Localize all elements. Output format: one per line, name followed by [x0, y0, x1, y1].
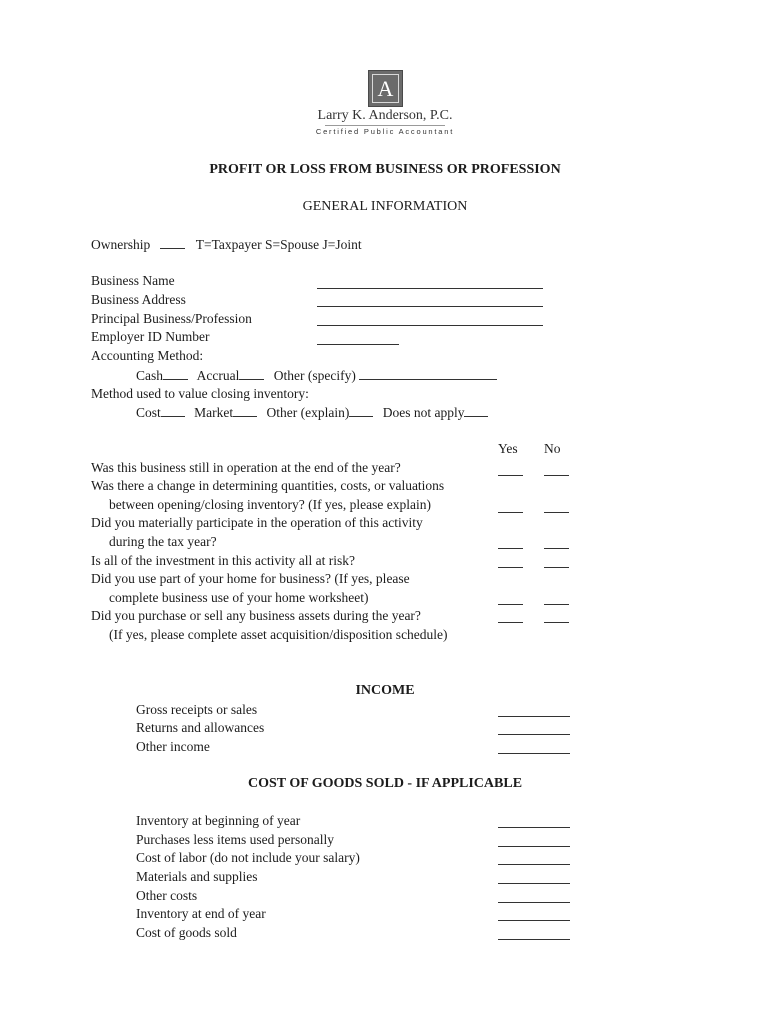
accounting-method-label: Accounting Method: [91, 348, 204, 363]
gross-receipts-field[interactable] [498, 716, 570, 717]
firm-subtitle: Certified Public Accountant [315, 127, 455, 136]
firm-name: Larry K. Anderson, P.C. [317, 108, 453, 123]
question-business-assets-note: (If yes, please complete asset acquisition/disposition schedule) [109, 627, 448, 642]
income-heading: INCOME [355, 683, 415, 698]
inventory-method-label: Method used to value closing inventory: [91, 386, 309, 401]
cost-of-goods-sold-field[interactable] [498, 939, 570, 940]
cost-blank[interactable] [161, 403, 185, 417]
income-item-other: Other income [136, 739, 210, 754]
question-home-use: Did you use part of your home for business? (If yes, please [91, 571, 410, 586]
accrual-blank[interactable] [239, 366, 264, 380]
cogs-item-ending-inventory: Inventory at end of year [136, 906, 266, 921]
other-explain-label: Other (explain) [266, 405, 350, 420]
firm-logo [368, 70, 403, 107]
cogs-heading: COST OF GOODS SOLD - IF APPLICABLE [247, 776, 523, 791]
cogs-item-cost-of-goods-sold: Cost of goods sold [136, 925, 237, 940]
other-costs-field[interactable] [498, 902, 570, 903]
accrual-label: Accrual [196, 368, 240, 383]
employer-id-label: Employer ID Number [91, 329, 210, 344]
does-not-apply-blank[interactable] [464, 403, 488, 417]
question-inventory-change-cont: between opening/closing inventory? (If yes, please explain) [109, 497, 432, 512]
cogs-item-beginning-inventory: Inventory at beginning of year [136, 813, 301, 828]
general-info-heading: GENERAL INFORMATION [302, 199, 468, 214]
q1-yes-blank[interactable] [498, 475, 523, 476]
principal-business-label: Principal Business/Profession [91, 311, 252, 326]
returns-field[interactable] [498, 734, 570, 735]
question-inventory-change: Was there a change in determining quantities, costs, or valuations [91, 478, 445, 493]
ownership-label: Ownership [91, 237, 151, 252]
inventory-method-options [136, 403, 488, 422]
q4-no-blank[interactable] [544, 567, 569, 568]
question-at-risk: Is all of the investment in this activity all at risk? [91, 553, 355, 568]
ownership-blank[interactable] [160, 235, 185, 249]
business-name-label: Business Name [91, 273, 175, 288]
q5-no-blank[interactable] [544, 604, 569, 605]
cost-label: Cost [136, 405, 161, 420]
purchases-field[interactable] [498, 846, 570, 847]
cash-blank[interactable] [163, 366, 188, 380]
other-explain-blank[interactable] [349, 403, 373, 417]
income-item-gross-receipts: Gross receipts or sales [136, 702, 258, 717]
no-column-header: No [544, 441, 561, 456]
question-still-operating: Was this business still in operation at the end of the year? [91, 460, 401, 475]
question-material-participation: Did you materially participate in the operation of this activity [91, 515, 423, 530]
labor-field[interactable] [498, 864, 570, 865]
employer-id-field[interactable] [317, 344, 399, 345]
question-business-assets: Did you purchase or sell any business assets during the year? [91, 608, 421, 623]
ownership-note: T=Taxpayer S=Spouse J=Joint [195, 237, 362, 252]
form-title: PROFIT OR LOSS FROM BUSINESS OR PROFESSION [209, 162, 561, 177]
business-name-field[interactable] [317, 288, 543, 289]
ending-inventory-field[interactable] [498, 920, 570, 921]
cash-label: Cash [136, 368, 163, 383]
q3-no-blank[interactable] [544, 548, 569, 549]
q6-no-blank[interactable] [544, 622, 569, 623]
other-income-field[interactable] [498, 753, 570, 754]
business-address-field[interactable] [317, 306, 543, 307]
other-specify-label: Other (specify) [273, 368, 356, 383]
principal-business-field[interactable] [317, 325, 543, 326]
cogs-item-other-costs: Other costs [136, 888, 198, 903]
business-address-label: Business Address [91, 292, 186, 307]
q1-no-blank[interactable] [544, 475, 569, 476]
logo-mark: A [372, 74, 399, 103]
does-not-apply-label: Does not apply [382, 405, 465, 420]
q3-yes-blank[interactable] [498, 548, 523, 549]
beginning-inventory-field[interactable] [498, 827, 570, 828]
q2-yes-blank[interactable] [498, 512, 523, 513]
ownership-row [91, 235, 362, 254]
q2-no-blank[interactable] [544, 512, 569, 513]
market-label: Market [194, 405, 234, 420]
question-home-use-cont: complete business use of your home worksheet) [109, 590, 369, 605]
income-item-returns: Returns and allowances [136, 720, 265, 735]
cogs-item-purchases: Purchases less items used personally [136, 832, 334, 847]
yes-column-header: Yes [498, 441, 518, 456]
q4-yes-blank[interactable] [498, 567, 523, 568]
q5-yes-blank[interactable] [498, 604, 523, 605]
question-material-participation-cont: during the tax year? [109, 534, 217, 549]
accounting-method-options [136, 366, 497, 385]
cogs-item-labor: Cost of labor (do not include your salary) [136, 850, 360, 865]
logo-divider [325, 125, 445, 126]
cogs-item-materials: Materials and supplies [136, 869, 258, 884]
q6-yes-blank[interactable] [498, 622, 523, 623]
market-blank[interactable] [233, 403, 257, 417]
materials-field[interactable] [498, 883, 570, 884]
other-specify-blank[interactable] [359, 366, 497, 380]
